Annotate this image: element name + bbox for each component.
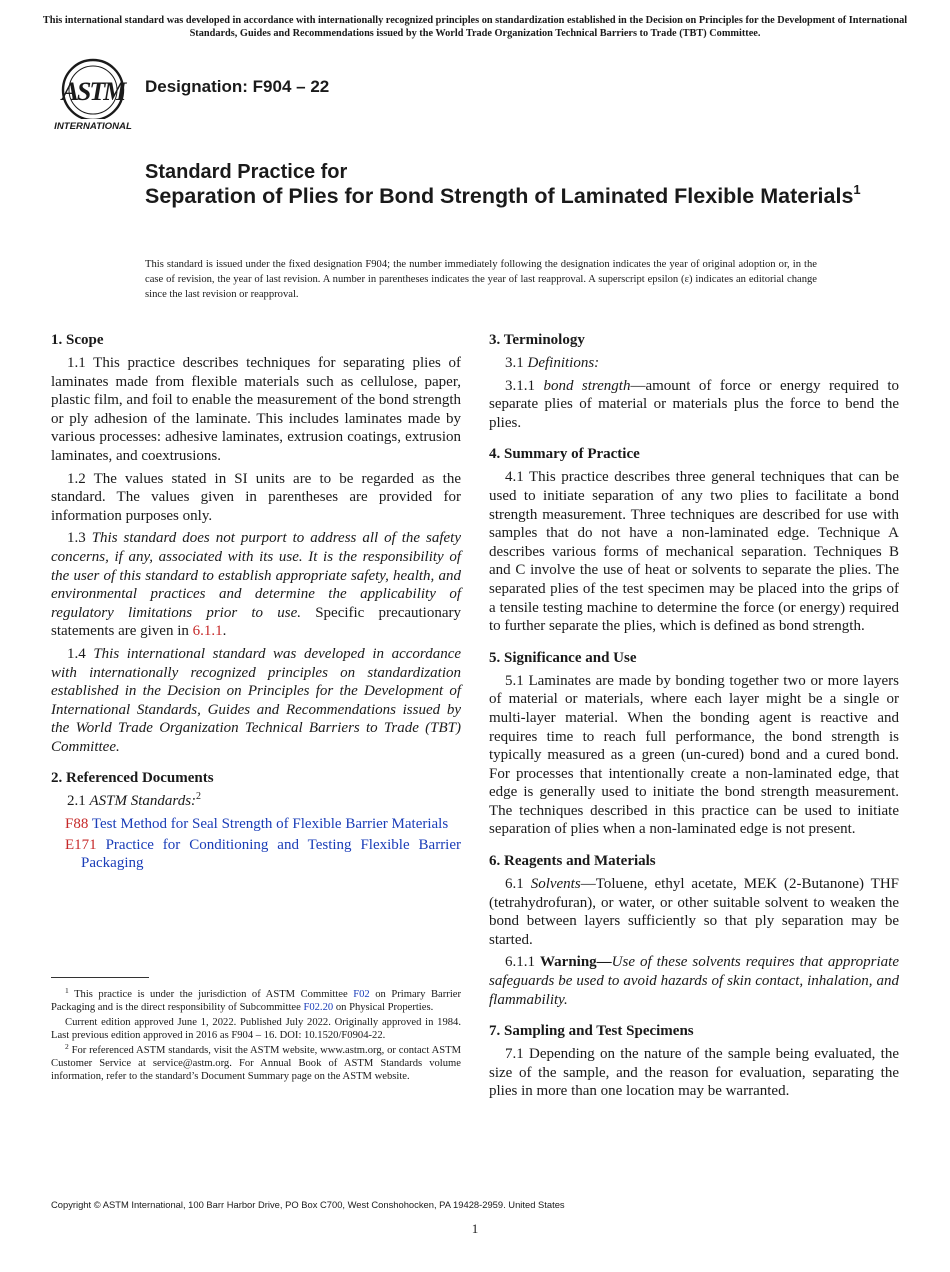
footnote-2-num: 2 (65, 1041, 69, 1051)
footnote-2 (51, 1041, 461, 1084)
para-6-1-text: —Toluene, ethyl acetate, MEK (2-Butanone) THF (tetrahydrofuran), or water, or other suitable solvent to weaken the bond between layers sufficiently so that ply separation may be started. (489, 876, 900, 948)
para-1-3-italic: This standard does not purport to address all of the safety concerns, if any, associated with its use. It is the responsibility of the user of this standard to establish appropriate safety, health, and environmental practices and determine the applicability of regulatory limitations prior to use. (51, 530, 462, 621)
para-3-1-1-num: 3.1.1 (505, 377, 544, 394)
para-6-1-1-num: 6.1.1 (505, 954, 540, 971)
para-1-2: 1.2 The values stated in SI units are to be regarded as the standard. The values given in parentheses are provided for information purposes only. (51, 470, 461, 524)
ref-f88-code[interactable]: F88 (65, 816, 89, 833)
para-7-1: 7.1 Depending on the nature of the sample being evaluated, the size of the sample, and the reason for evaluation, separating the plies in more than one location may be warranted. (489, 1046, 899, 1100)
ref-f88-title[interactable]: Test Method for Seal Strength of Flexible Barrier Materials (91, 816, 449, 833)
footnote-1-num: 1 (65, 986, 69, 995)
left-column (51, 330, 461, 875)
top-notice: This international standard was developed in accordance with internationally recognized principles on standardization established in the Decision on Principles for the Development of International Standards, Guides and Recommendations issued by the World Trade Organization Technical Barriers to Trade (TBT) Committee. (42, 15, 908, 39)
para-1-3-tail: Specific precautionary statements are given in (51, 604, 461, 640)
para-1-1: 1.1 This practice describes techniques for separating plies of laminates made from flexible materials such as cellulose, paper, plastic film, and foil to enable the measurement of the bond strength or ply adhesion of the laminate. This includes laminates made by various processes: adhesive laminates, extrusion coatings, extrusion laminates, and coextrusions. (51, 355, 461, 464)
section-terminology-heading: 3. Terminology (489, 332, 585, 348)
footnote-2-text: For referenced ASTM standards, visit the ASTM website, www.astm.org, or contact ASTM Customer Service at service@astm.org. For Annual Book of ASTM Standards volume information, refer to the standard’s Document Summary page on the ASTM website. (51, 1044, 461, 1083)
footnotes (51, 988, 461, 1085)
section-summary-heading: 4. Summary of Practice (489, 446, 640, 463)
para-6-1-num: 6.1 (505, 876, 531, 893)
para-3-1-1-text: —amount of force or energy required to separate plies of material or materials plus the force to bend the plies. (489, 377, 900, 431)
para-6-1 (489, 875, 899, 949)
ref-e171-code[interactable]: E171 (65, 836, 97, 853)
footnote-1-a: This practice is under the jurisdiction of ASTM Committee (74, 989, 354, 1000)
para-1-4-num: 1.4 (67, 645, 94, 662)
para-6-1-1 (489, 953, 899, 1009)
para-3-1-num: 3.1 (505, 355, 528, 371)
ref-e171-title[interactable]: Practice for Conditioning and Testing Flexible Barrier Packaging (81, 836, 462, 872)
section-reagents-heading: 6. Reagents and Materials (489, 853, 656, 870)
designation: Designation: F904 – 22 (145, 77, 330, 96)
para-5-1: 5.1 Laminates are made by bonding together two or more layers of material or materials, where each layer might be a single or multi-layer material. When the bonding agent is reactive and requires time to reach full performance, the bond strength is typically measured as a green (un-cured) bond and a cured bond. For processes that intentionally create a non-laminated edge, that edge is generally used to initiate the bond strength measurement. The techniques described in this practice can be used to initiate separation of plies when a non-laminated edge is not present. (489, 672, 899, 838)
title-footnote-mark: 1 (853, 182, 861, 197)
title-block (145, 160, 865, 209)
link-f02-20[interactable]: F02.20 (303, 1002, 334, 1014)
section-scope-heading: 1. Scope (51, 332, 104, 348)
para-2-1-sup: 2 (196, 791, 202, 803)
page-number: 1 (471, 1221, 479, 1236)
para-3-1-1 (489, 377, 899, 433)
fixed-designation-note: This standard is issued under the fixed designation F904; the number immediately following the designation indicates the year of original adoption or, in the case of revision, the year of last revision. A number in parentheses indicates the year of last reapproval. A superscript epsilon (ε) indicates an editorial change since the last revision or reapproval. (145, 259, 817, 300)
para-6-1-term: Solvents (530, 876, 581, 893)
para-1-3-num: 1.3 (67, 530, 92, 547)
link-f02[interactable]: F02 (353, 989, 370, 1000)
section-referenced-documents-heading: 2. Referenced Documents (51, 770, 214, 787)
para-3-1 (489, 354, 899, 373)
para-3-1-italic: Definitions: (527, 355, 600, 371)
para-2-1 (51, 792, 461, 811)
para-1-4-italic: This international standard was developed in accordance with internationally recognized principles on standardization established in the Decision on Principles for the Development of International Standards, Guides and Recommendations issued by the World Trade Organization Technical Barriers to Trade (TBT) Committee. (51, 645, 462, 755)
section-significance-heading: 5. Significance and Use (489, 649, 637, 666)
link-6-1-1[interactable]: 6.1.1 (192, 623, 223, 640)
para-1-3 (51, 529, 461, 641)
para-2-1-italic: ASTM Standards: (89, 793, 197, 810)
ref-e171[interactable] (51, 836, 461, 873)
para-1-4 (51, 645, 461, 757)
footnote-1 (51, 988, 461, 1015)
copyright: Copyright © ASTM International, 100 Barr Harbor Drive, PO Box C700, West Conshohocken, PA 19428-2959. United States (51, 1199, 565, 1210)
para-6-1-1-italic: Use of these solvents requires that appropriate safeguards be used to avoid hazards of skin contact, inhalation, and flammability. (489, 954, 900, 1008)
title-main (145, 184, 865, 209)
title-line1: Standard Practice for (145, 161, 348, 183)
para-3-1-1-term: bond strength (543, 377, 631, 394)
footnote-1-b: on Primary Barrier Packaging and is the direct responsibility of Subcommittee (51, 989, 461, 1014)
logo-letters: ASTM (61, 77, 125, 106)
section-sampling-heading: 7. Sampling and Test Specimens (489, 1023, 694, 1040)
footnote-1-c: on Physical Properties. (333, 1002, 434, 1014)
title-main-text: Separation of Plies for Bond Strength of Laminated Flexible Materials (145, 184, 854, 208)
para-6-1-1-warning: Warning— (539, 954, 612, 971)
para-4-1: 4.1 This practice describes three general techniques that can be used to initiate separation of any two plies to facilitate a bond strength measurement. Three techniques are described for use with samples that do not have a non-laminated edge. Technique A describes various forms of mechanical separation. Techniques B and C involve the use of heat or solvents to separate the plies. The separated plies of the test specimen may be placed into the grips of a tensile testing machine to determine the force (or energy) required to further separate the plies, which is defined as bond strength. (489, 469, 899, 635)
para-1-3-end: . (222, 623, 227, 640)
footnote-rule (51, 977, 149, 978)
ref-f88[interactable] (51, 815, 461, 834)
logo-word: INTERNATIONAL (54, 121, 132, 132)
astm-logo (52, 56, 134, 132)
footnote-edition: Current edition approved June 1, 2022. Published July 2022. Originally approved in 1984. Last previous edition approved in 2016 as F904 – 16. DOI: 10.1520/F0904-22. (51, 1016, 461, 1042)
para-2-1-num: 2.1 (67, 793, 90, 810)
right-column (489, 330, 899, 1105)
